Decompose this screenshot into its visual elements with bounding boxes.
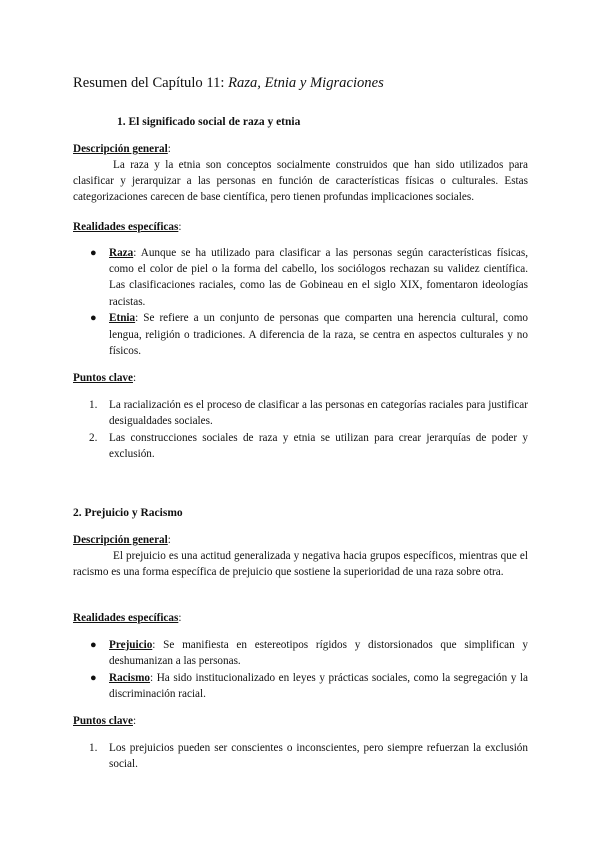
section-1-description-text: La raza y la etnia son conceptos socialmente construidos que han sido utilizados para clasificar y jerarquizar a las personas en función de características físicas o culturales. Estas categorizaciones carecen de base científica, pero tienen profundas implicaciones sociales. <box>73 159 528 204</box>
term: Prejuicio <box>109 639 153 651</box>
section-2-heading: 2. Prejuicio y Racismo <box>73 507 183 519</box>
section-1-heading: 1. El significado social de raza y etnia <box>117 116 301 128</box>
list-item: 2. Las construcciones sociales de raza y etnia se utilizan para crear jerarquías de poder y exclusión. <box>89 431 528 461</box>
section-2-description-label: Descripción general: <box>73 534 171 546</box>
term: Racismo <box>109 671 151 684</box>
section-2-realities-label: Realidades específicas: <box>73 612 182 624</box>
list-item: ● Prejuicio: Se manifiesta en estereotipos rígidos y distorsionados que simplifican y deshumanizan a las personas. <box>90 639 528 668</box>
bullet-icon: ● <box>90 671 97 684</box>
section-2-keypoints-label: Puntos clave: <box>73 715 137 727</box>
list-item: ● Etnia: Se refiere a un conjunto de personas que comparten una herencia cultural, como lengua, religión o tradiciones. A diferencia de la raza, se centra en aspectos culturales y no físicos. <box>90 312 528 357</box>
list-item: 1. La racialización es el proceso de clasificar a las personas en categorías raciales para justificar desigualdades sociales. <box>89 399 528 428</box>
term: Etnia <box>109 312 136 325</box>
title-italic: Raza, Etnia y Migraciones <box>228 75 384 91</box>
list-item: 1. Los prejuicios pueden ser conscientes o inconscientes, pero siempre refuerzan la exclusión social. <box>89 742 528 771</box>
title-prefix: Resumen del Capítulo 11: <box>73 75 229 91</box>
bullet-icon: ● <box>90 639 97 651</box>
document-title <box>73 74 384 92</box>
section-1-realities-label: Realidades específicas: <box>73 221 182 233</box>
section-2-realities-list <box>90 637 528 703</box>
section-2-description-text: El prejuicio es una actitud generalizada y negativa hacia grupos específicos, mientras que el racismo es una forma específica de prejuicio que sostiene la superioridad de una raza sobre otra. <box>73 550 528 579</box>
section-1-realities-list <box>90 245 528 359</box>
list-item: ● Raza: Aunque se ha utilizado para clasificar a las personas según características físicas, como el color de piel o la forma del cabello, los sociólogos rechazan su validez científica. Las clasificaciones raciales, como las de Gobineau en el siglo XIX, fomentaron ideologías racistas. <box>90 247 528 308</box>
section-1-description-label: Descripción general: <box>73 143 171 155</box>
section-1-keypoints-list <box>89 397 528 463</box>
term: Raza <box>109 247 134 259</box>
bullet-icon: ● <box>90 247 97 259</box>
bullet-icon: ● <box>90 312 97 325</box>
section-2-keypoints-list <box>89 740 528 773</box>
list-item: ● Racismo: Ha sido institucionalizado en leyes y prácticas sociales, como la segregación y la discriminación racial. <box>90 671 528 701</box>
section-1-keypoints-label: Puntos clave: <box>73 372 137 384</box>
